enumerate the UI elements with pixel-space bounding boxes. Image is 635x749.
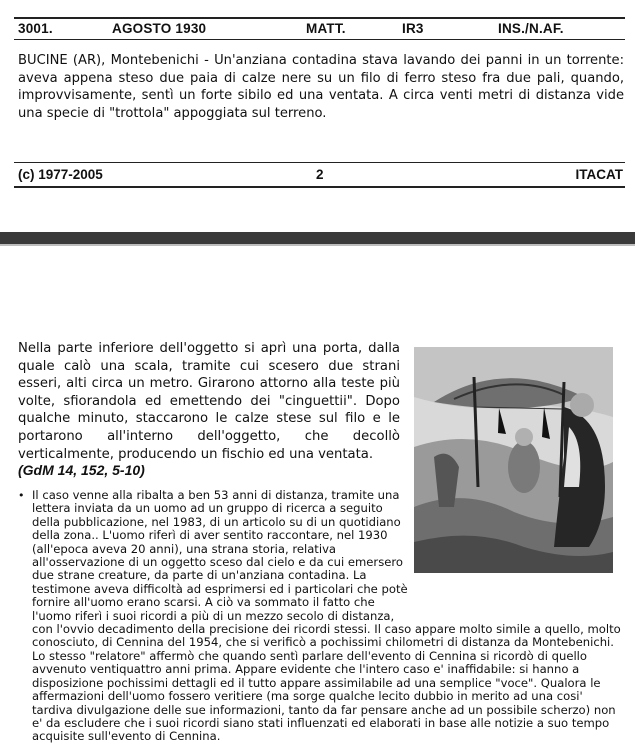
footer-bottom-rule [14, 186, 625, 188]
citation: (GdM 14, 152, 5-10) [18, 462, 145, 478]
page-number: 2 [316, 167, 324, 182]
page-separator [0, 232, 635, 244]
case-time: MATT. [306, 21, 346, 36]
case-category: INS./N.AF. [498, 21, 564, 36]
copyright: (c) 1977-2005 [18, 167, 103, 182]
footer-top-rule [14, 162, 625, 163]
intro-paragraph: BUCINE (AR), Montebenichi - Un'anziana contadina stava lavando dei panni in un torrente: aveva appena steso due paia di calze nere su un filo di ferro steso fra due pali, quando, improvvisamente, sentì un forte sibilo ed una ventata. A circa venti metri di distanza vide una specie di "trottola" appoggiata sul terreno. [18, 53, 624, 121]
bullet-marker: • [18, 489, 25, 502]
case-classification: IR3 [402, 21, 424, 36]
header-top-rule [14, 17, 625, 19]
illustration-image [414, 347, 613, 573]
note-text: Il caso venne alla ribalta a ben 53 anni di distanza, tramite una lettera inviata da un uomo ad un gruppo di ricerca a seguito della pubblicazione, nel 1983, di un articolo su di un quotidiano della zona.. L'uomo riferì di aver sentito raccontare, nel 1930 (all'epoca aveva 20 anni), una strana storia, relativa all'osservazione di un oggetto sceso dal cielo e da cui emersero due strane creature, da parte di un'anziana contadina. La testimone aveva difficoltà ad esprimersi ed i particolari che potè fornire all'uomo erano scarsi. A ciò va sommato il fatto che l'uomo riferì i suoi ricordi a più di un mezzo secolo di distanza, con l'ovvio decadimento della precisione dei ricordi stessi. Il caso appare molto simile a quello, molto conosciuto, di Cennina del 1954, che si verificò a pochissimi chilometri di distanza da Montebenichi. Lo stesso "relatore" affermò che quando sentì parlare dell'evento di Cennina si ricordò di quello avvenuto ventiquattro anni prima. Appare evidente che l'intero caso e' inaffidabile: si hanno a disposizione pochissimi dettagli ed il tutto appare assimilabile ad una semplice "voce". Qualora le affermazioni dell'uomo fossero veritiere (ma sorge qualche lecito dubbio in merito ad una cosi' tardiva divulgazione delle sue informazioni, tanto da far pensare anche ad un possibile scherzo) non e' da escludere che i suoi ricordi siano stati influenzati ed elaborati in base alle notizie a suo tempo acquisite sull'evento di Cennina. [32, 488, 621, 744]
second-paragraph: Nella parte inferiore dell'oggetto si aprì una porta, dalla quale calò una scala, tramite cui scesero due strani esseri, alti circa un metro. Girarono attorno alla teste più volte, sfiorandola ed emettendo dei "cinguettii". Dopo qualche minuto, staccarono le calze stese sul filo e le portarono all'interno dell'oggetto, che decollò verticalmente, producendo un fischio ed una ventata. [18, 341, 400, 462]
publisher: ITACAT [575, 167, 623, 182]
page-separator-shadow [0, 244, 635, 246]
case-date: AGOSTO 1930 [112, 21, 207, 36]
case-code: 3001. [18, 21, 53, 36]
header-bottom-rule [14, 39, 625, 40]
